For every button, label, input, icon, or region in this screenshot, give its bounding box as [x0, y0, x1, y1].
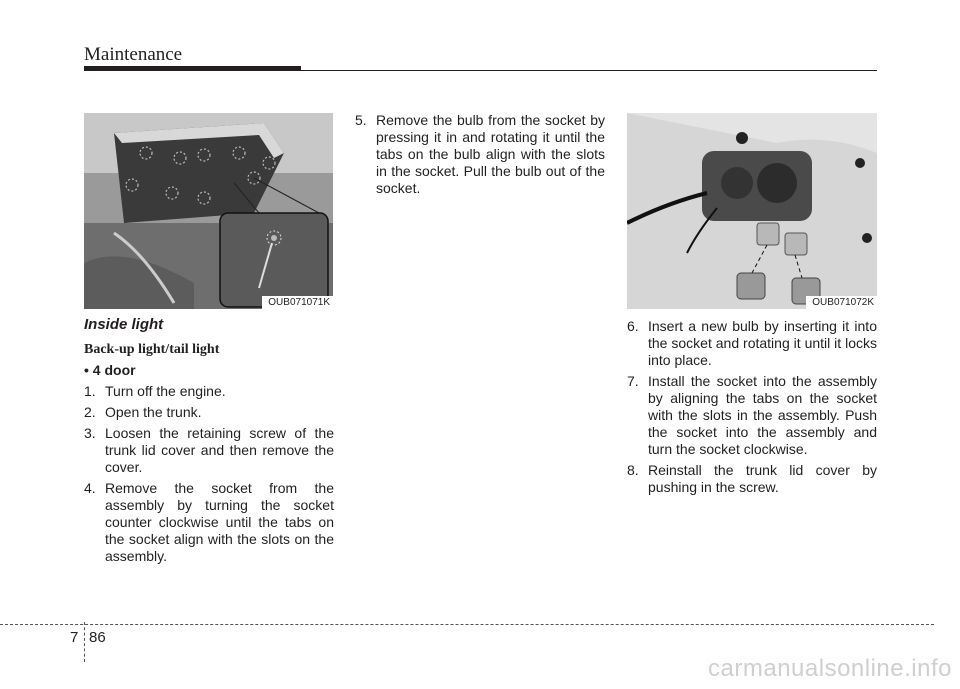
door-variant-bullet: • 4 door: [84, 362, 136, 378]
step-item: [627, 373, 877, 458]
step-item: [84, 404, 334, 421]
figure-code-right: OUB071072K: [806, 296, 877, 309]
watermark: carmanualsonline.info: [708, 655, 952, 682]
page-number: 86: [89, 629, 106, 646]
step-text: Insert a new bulb by inserting it into the socket and rotating it until it locks into place.: [648, 318, 877, 368]
section-title: Inside light: [84, 316, 164, 333]
bulb-socket-photo: [627, 113, 877, 309]
chapter-number: 7: [70, 629, 79, 646]
step-text: Remove the socket from the assembly by turning the socket counter clockwise until the tabs on the socket align with the slots on the assembly.: [105, 480, 334, 564]
header-rule-thin: [301, 70, 877, 71]
step-item: [355, 112, 605, 197]
step-number: 5.: [355, 112, 367, 128]
subsection-title: Back-up light/tail light: [84, 342, 220, 357]
step-item: [84, 425, 334, 476]
step-number: 3.: [84, 425, 96, 441]
step-number: 1.: [84, 383, 96, 399]
step-text: Open the trunk.: [105, 404, 202, 420]
header-rule-thick: [84, 66, 301, 71]
step-text: Turn off the engine.: [105, 383, 226, 399]
step-item: [627, 318, 877, 369]
page-header-title: Maintenance: [84, 44, 183, 65]
right-text-column: [627, 318, 877, 500]
step-item: [84, 383, 334, 400]
step-text: Install the socket into the assembly by aligning the tabs on the socket with the slots in the assembly. Push the socket into the assembly and turn the socket clockwise.: [648, 373, 877, 457]
step-item: [627, 462, 877, 496]
page-number-separator: [84, 622, 85, 662]
figure-code-left: OUB071071K: [262, 296, 333, 309]
step-item: [84, 480, 334, 565]
step-number: 4.: [84, 480, 96, 496]
footer-divider: [0, 624, 934, 625]
step-number: 8.: [627, 462, 639, 478]
step-text: Remove the bulb from the socket by pressing it in and rotating it until the tabs on the bulb align with the slots in the socket. Pull the bulb out of the socket.: [376, 112, 605, 196]
left-text-column: [84, 316, 334, 569]
step-number: 2.: [84, 404, 96, 420]
step-text: Loosen the retaining screw of the trunk lid cover and then remove the cover.: [105, 425, 334, 475]
step-number: 6.: [627, 318, 639, 334]
step-text: Reinstall the trunk lid cover by pushing in the screw.: [648, 462, 877, 495]
middle-text-column: [355, 112, 605, 201]
step-number: 7.: [627, 373, 639, 389]
trunk-lid-photo: [84, 113, 333, 309]
